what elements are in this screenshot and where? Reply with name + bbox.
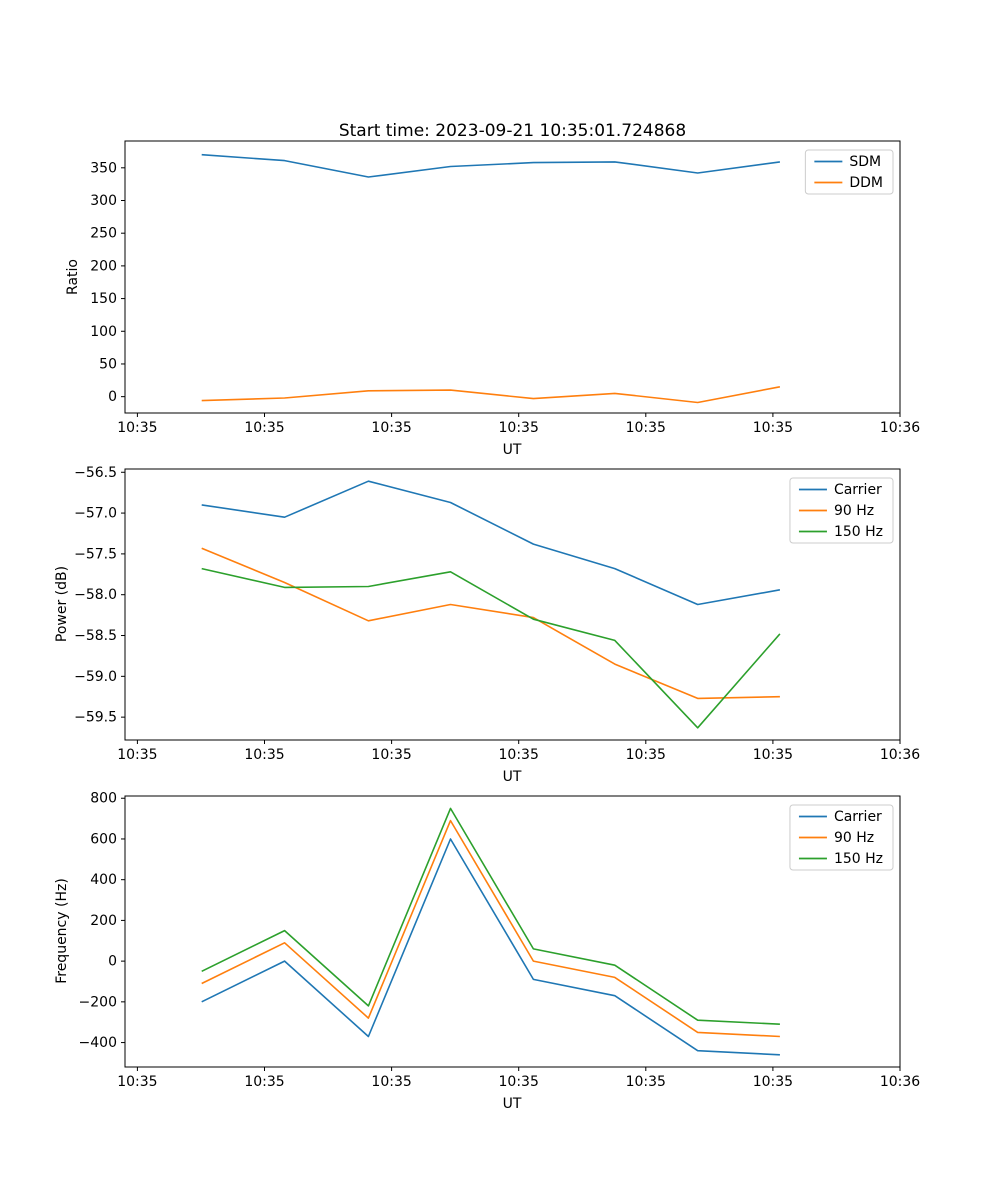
y-tick-label: 0: [108, 953, 117, 970]
legend-label-150-hz: 150 Hz: [833, 851, 884, 867]
x-tick-label: 10:35: [625, 1074, 666, 1090]
y-tick-label: −57.0: [74, 505, 117, 522]
subplot-1: [74, 465, 920, 763]
y-tick-label: 250: [90, 225, 117, 242]
x-tick-label: 10:35: [117, 747, 158, 763]
subplot-0: [90, 141, 920, 436]
legend-label-carrier: Carrier: [833, 482, 882, 498]
y-tick-label: 0: [108, 389, 117, 406]
y-tick-label: 150: [90, 291, 117, 308]
legend-label-carrier: Carrier: [833, 809, 882, 825]
legend-label-90-hz: 90 Hz: [833, 503, 875, 519]
series-line-sdm: [202, 155, 780, 177]
axes-box: [125, 469, 900, 740]
x-tick-label: 10:35: [752, 1074, 794, 1090]
y-tick-label: 100: [90, 323, 117, 340]
y-axis-label-frequency: Frequency (Hz): [54, 878, 70, 984]
y-tick-label: −58.5: [74, 628, 117, 645]
series-line-90-hz: [202, 548, 780, 698]
y-tick-label: 350: [90, 160, 117, 177]
x-tick-label: 10:35: [625, 420, 666, 436]
y-tick-label: 200: [90, 912, 117, 929]
legend-label-150-hz: 150 Hz: [833, 524, 884, 540]
x-tick-label: 10:35: [371, 420, 412, 436]
x-tick-label: 10:35: [244, 1074, 285, 1090]
legend: [790, 805, 893, 870]
x-axis-label-ut-top: UT: [502, 442, 522, 458]
legend: [805, 150, 893, 194]
legend-label-ddm: DDM: [849, 175, 884, 191]
y-tick-label: −56.5: [74, 464, 117, 481]
subplot-2: [79, 791, 921, 1090]
y-tick-label: −200: [78, 994, 117, 1011]
x-tick-label: 10:36: [879, 420, 921, 436]
y-tick-label: 600: [90, 831, 117, 848]
x-tick-label: 10:35: [625, 747, 666, 763]
y-tick-label: 200: [90, 258, 117, 275]
x-tick-label: 10:35: [498, 420, 539, 436]
y-tick-label: 400: [90, 872, 117, 889]
x-tick-label: 10:35: [498, 747, 539, 763]
series-line-ddm: [202, 387, 780, 403]
y-tick-label: 50: [99, 356, 117, 373]
chart-title: Start time: 2023-09-21 10:35:01.724868: [338, 121, 687, 141]
x-tick-label: 10:35: [244, 747, 285, 763]
y-axis-label-power: Power (dB): [54, 565, 70, 643]
x-axis-label-ut-bottom: UT: [502, 1096, 522, 1112]
y-tick-label: −59.0: [74, 668, 117, 685]
x-tick-label: 10:35: [498, 1074, 539, 1090]
x-tick-label: 10:36: [879, 747, 921, 763]
y-tick-label: 800: [90, 790, 117, 807]
y-axis-label-ratio: Ratio: [65, 259, 81, 295]
y-tick-label: −57.5: [74, 546, 117, 563]
legend: [790, 478, 893, 543]
x-tick-label: 10:35: [244, 420, 285, 436]
y-tick-label: 300: [90, 193, 117, 209]
x-tick-label: 10:35: [752, 420, 794, 436]
y-tick-label: −58.0: [74, 587, 117, 604]
x-tick-label: 10:35: [117, 1074, 158, 1090]
legend-label-sdm: SDM: [849, 154, 882, 170]
y-tick-label: −400: [78, 1035, 117, 1052]
series-line-90-hz: [202, 821, 780, 1037]
x-tick-label: 10:35: [371, 1074, 412, 1090]
x-tick-label: 10:35: [752, 747, 794, 763]
x-tick-label: 10:36: [879, 1074, 921, 1090]
axes-box: [125, 796, 900, 1067]
axes-box: [125, 141, 900, 413]
x-axis-label-ut-middle: UT: [502, 769, 522, 785]
series-line-carrier: [202, 481, 780, 604]
series-line-150-hz: [202, 569, 780, 728]
y-tick-label: −59.5: [74, 709, 117, 726]
legend-label-90-hz: 90 Hz: [833, 830, 875, 846]
series-line-150-hz: [202, 808, 780, 1024]
x-tick-label: 10:35: [117, 420, 158, 436]
x-tick-label: 10:35: [371, 747, 412, 763]
